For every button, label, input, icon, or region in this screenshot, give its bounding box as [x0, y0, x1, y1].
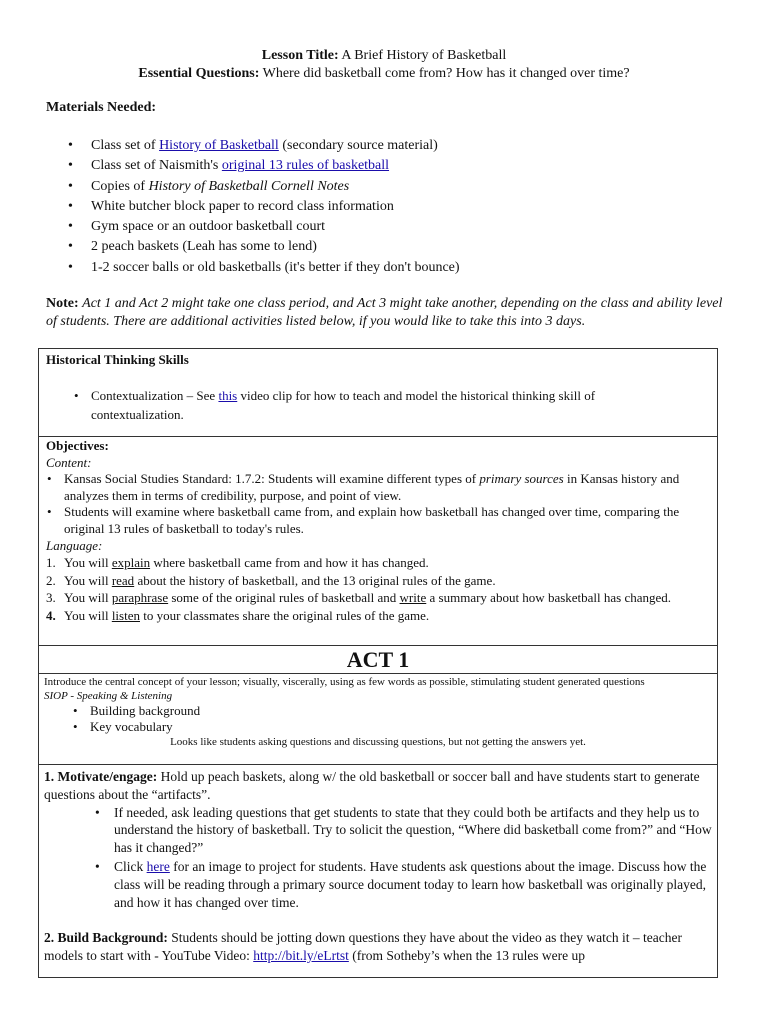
list-item: • Key vocabulary — [68, 719, 712, 735]
build-background-paragraph: 2. Build Background: Students should be jotting down questions they have about the video as they watch it – teacher models to start with - YouTube Video: http://bit.ly/eLrtst (from Sotheby’s when the 13 rules were up — [44, 930, 682, 964]
act1-title-cell — [38, 645, 718, 673]
act1-steps-cell — [38, 764, 718, 978]
motivate-engage-label: 1. Motivate/engage: — [44, 769, 158, 784]
list-item: • Click here for an image to project for students. Have students ask questions about the image. Discuss how the class will be reading through a primary source document today to learn how basketball was originally played, and how it has changed over time. — [90, 858, 712, 911]
video-clip-link[interactable]: this — [218, 388, 238, 403]
essential-questions-label: Essential Questions: — [138, 66, 260, 81]
youtube-video-link[interactable]: http://bit.ly/eLrtst — [253, 948, 349, 964]
list-item: 2. You will read about the history of basketball, and the 13 original rules of the game. — [46, 573, 496, 588]
list-item: • Kansas Social Studies Standard: 1.7.2: Students will examine different types of primary sources in Kansas history and analyzes them in terms of credibility, purpose, and point of view. — [42, 471, 711, 504]
note-paragraph — [46, 295, 726, 331]
list-item: 4. You will listen to your classmates share the original rules of the game. — [46, 608, 430, 623]
lesson-title-line — [0, 47, 768, 65]
list-item: • If needed, ask leading questions that get students to state that they could both be artifacts and they help us to understand the history of basketball. Try to solicit the question, “Where did basketball come from?” and “How has it changed?” — [90, 804, 712, 857]
content-list — [42, 471, 711, 537]
looks-like-text: Looks like students asking questions and discussing questions, but not getting the answers yet. — [170, 736, 586, 748]
act1-intro: Introduce the central concept of your lesson; visually, viscerally, using as few words as possible, stimulating student generated questions — [44, 676, 645, 688]
note-text: Act 1 and Act 2 might take one class period, and Act 3 might take another, depending on the class and ability level of students. There are additional activities listed below, if you would like to take this into 3 days. — [46, 296, 723, 329]
original-13-rules-link[interactable]: original 13 rules of basketball — [221, 158, 390, 174]
act1-intro-cell — [38, 673, 718, 764]
history-of-basketball-link[interactable]: History of Basketball — [159, 138, 279, 153]
build-background-label: 2. Build Background: — [44, 930, 168, 946]
list-item: • Building background — [68, 703, 712, 719]
materials-heading: Materials Needed: — [46, 100, 157, 115]
motivate-list — [90, 804, 712, 912]
note-label: Note: — [46, 296, 79, 311]
essential-questions: Where did basketball come from? How has it changed over time? — [262, 66, 630, 81]
motivate-engage-paragraph: 1. Motivate/engage: Hold up peach baskets, along w/ the old basketball or soccer ball and have students start to generate questions about the “artifacts”. — [44, 769, 700, 802]
list-item: • Class set of History of Basketball (secondary source material) — [46, 136, 726, 156]
list-item: • 1-2 soccer balls or old basketballs (it's better if they don't bounce) — [46, 258, 726, 278]
list-item: 3. You will paraphrase some of the original rules of basketball and write a summary about how basketball has changed. — [46, 590, 672, 605]
list-item: • Gym space or an outdoor basketball court — [46, 217, 726, 237]
list-item: • Class set of Naismith's original 13 rules of basketball — [46, 156, 726, 176]
lesson-title-label: Lesson Title: — [261, 48, 339, 63]
list-item: • White butcher block paper to record class information — [46, 197, 726, 217]
content-label: Content: — [46, 455, 92, 470]
list-item: • Copies of History of Basketball Cornell Notes — [46, 177, 726, 197]
list-item: • Contextualization – See this video clip for how to teach and model the historical thinking skill of contextualization. — [69, 386, 669, 424]
list-item: 1. You will explain where basketball came from and how it has changed. — [46, 555, 429, 570]
materials-list — [46, 136, 726, 278]
siop-label: SIOP - Speaking & Listening — [44, 690, 173, 702]
lesson-title: A Brief History of Basketball — [341, 48, 507, 63]
hts-list — [69, 386, 669, 424]
language-label: Language: — [46, 538, 103, 553]
list-item: • Students will examine where basketball came from, and explain how basketball has changed over time, comparing the original 13 rules of basketball to today's rules. — [42, 504, 711, 537]
objectives-heading: Objectives: — [46, 438, 109, 453]
language-list — [42, 554, 711, 625]
act1-title: ACT 1 — [346, 647, 410, 672]
list-item: • 2 peach baskets (Leah has some to lend) — [46, 237, 726, 257]
siop-list — [68, 703, 712, 735]
historical-thinking-skills-cell — [38, 348, 718, 436]
essential-questions-line — [0, 65, 768, 83]
objectives-cell — [38, 436, 718, 645]
image-link[interactable]: here — [146, 858, 170, 874]
hts-heading: Historical Thinking Skills — [46, 352, 189, 367]
